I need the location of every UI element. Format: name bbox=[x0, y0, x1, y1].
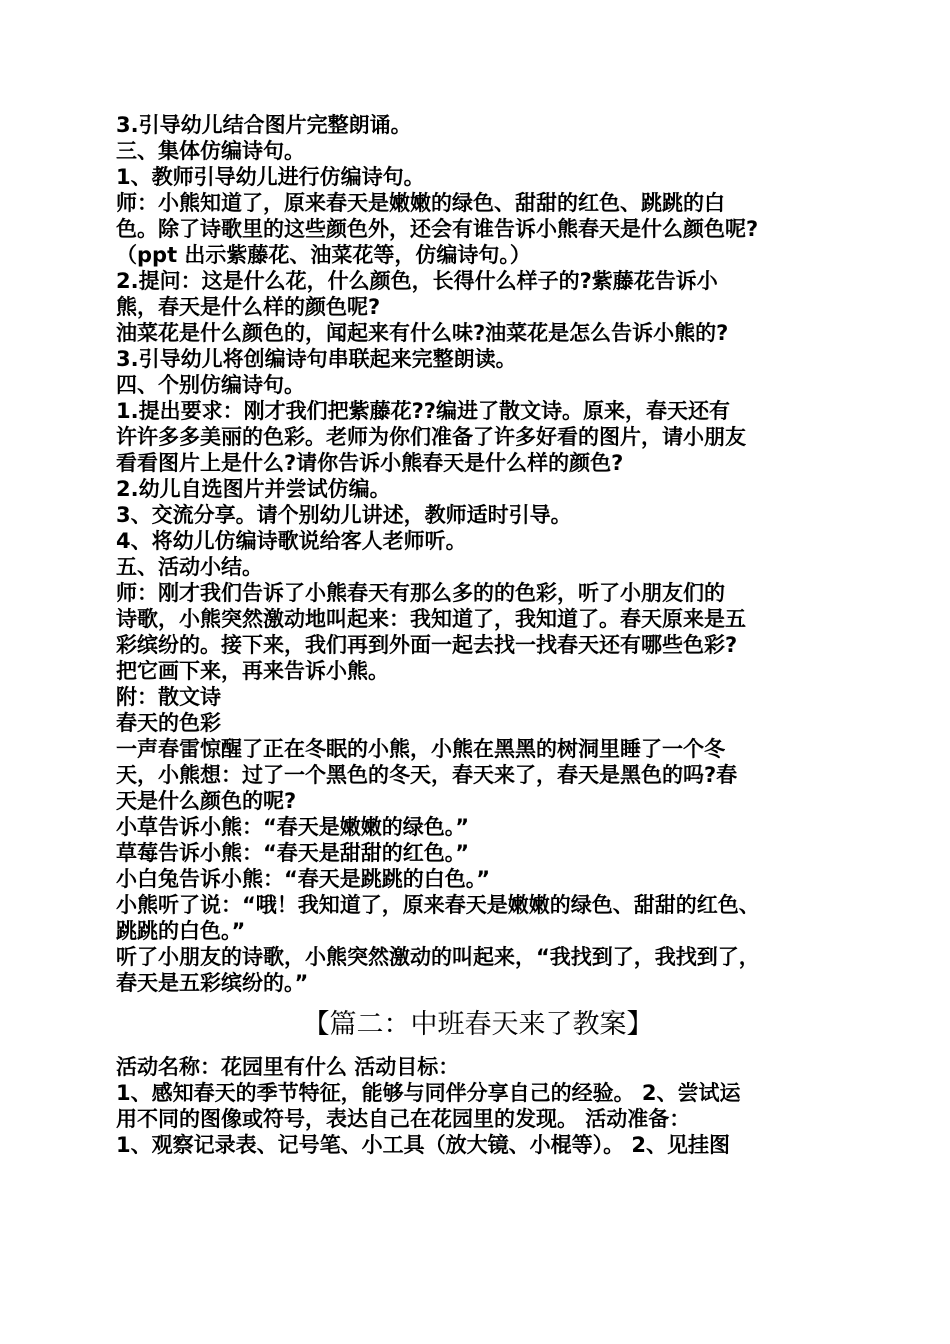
text-line: 五、活动小结。 bbox=[116, 555, 263, 579]
text-line: 天是什么颜色的呢? bbox=[116, 789, 297, 813]
text-line: 1、感知春天的季节特征，能够与同伴分享自己的经验。 2、尝试运 bbox=[116, 1081, 741, 1105]
text-line: 3、交流分享。请个别幼儿讲述，教师适时引导。 bbox=[116, 503, 572, 527]
text-line: 2.幼儿自选图片并尝试仿编。 bbox=[116, 477, 391, 501]
text-line: 三、集体仿编诗句。 bbox=[116, 139, 305, 163]
text-line: 熊，春天是什么样的颜色呢? bbox=[116, 295, 381, 319]
text-line: 诗歌，小熊突然激动地叫起来：我知道了，我知道了。春天原来是五 bbox=[116, 607, 746, 631]
document-body bbox=[116, 112, 840, 1158]
text-line: 彩缤纷的。接下来，我们再到外面一起去找一找春天还有哪些色彩? bbox=[116, 633, 738, 657]
text-line: 春天的色彩 bbox=[116, 711, 221, 735]
text-line: 许许多多美丽的色彩。老师为你们准备了许多好看的图片，请小朋友 bbox=[116, 425, 746, 449]
body-part-2 bbox=[116, 1054, 840, 1158]
text-line: 草莓告诉小熊：“春天是甜甜的红色。” bbox=[116, 841, 470, 865]
section-heading: 【篇二：中班春天来了教案】 bbox=[302, 1009, 654, 1040]
text-line: 春天是五彩缤纷的。” bbox=[116, 971, 309, 995]
text-line: 四、个别仿编诗句。 bbox=[116, 373, 305, 397]
text-line: 活动名称：花园里有什么 活动目标： bbox=[116, 1055, 460, 1079]
text-line: 把它画下来，再来告诉小熊。 bbox=[116, 659, 389, 683]
text-line: （ppt 出示紫藤花、油菜花等，仿编诗句。） bbox=[116, 243, 531, 267]
text-line: 师：小熊知道了，原来春天是嫩嫩的绿色、甜甜的红色、跳跳的白 bbox=[116, 191, 725, 215]
body-part-1 bbox=[116, 112, 840, 996]
text-line: 附：散文诗 bbox=[116, 685, 221, 709]
text-line: 看看图片上是什么?请你告诉小熊春天是什么样的颜色? bbox=[116, 451, 624, 475]
text-line: 3.引导幼儿结合图片完整朗诵。 bbox=[116, 113, 412, 137]
text-line: 1.提出要求：刚才我们把紫藤花??编进了散文诗。原来，春天还有 bbox=[116, 399, 730, 423]
text-line: 师：刚才我们告诉了小熊春天有那么多的的色彩，听了小朋友们的 bbox=[116, 581, 725, 605]
text-line: 油菜花是什么颜色的，闻起来有什么味?油菜花是怎么告诉小熊的? bbox=[116, 321, 729, 345]
text-line: 一声春雷惊醒了正在冬眠的小熊，小熊在黑黑的树洞里睡了一个冬 bbox=[116, 737, 725, 761]
text-line: 跳跳的白色。” bbox=[116, 919, 246, 943]
text-line: 1、教师引导幼儿进行仿编诗句。 bbox=[116, 165, 425, 189]
text-line: 用不同的图像或符号，表达自己在花园里的发现。 活动准备： bbox=[116, 1107, 691, 1131]
text-line: 小白兔告诉小熊：“春天是跳跳的白色。” bbox=[116, 867, 491, 891]
text-line: 小草告诉小熊：“春天是嫩嫩的绿色。” bbox=[116, 815, 470, 839]
text-line: 色。除了诗歌里的这些颜色外，还会有谁告诉小熊春天是什么颜色呢? bbox=[116, 217, 759, 241]
text-line: 小熊听了说：“哦！我知道了，原来春天是嫩嫩的绿色、甜甜的红色、 bbox=[116, 893, 760, 917]
text-line: 1、观察记录表、记号笔、小工具（放大镜、小棍等）。 2、见挂图 bbox=[116, 1133, 731, 1157]
text-line: 2.提问：这是什么花，什么颜色，长得什么样子的?紫藤花告诉小 bbox=[116, 269, 718, 293]
text-line: 3.引导幼儿将创编诗句串联起来完整朗读。 bbox=[116, 347, 517, 371]
text-line: 天，小熊想：过了一个黑色的冬天，春天来了，春天是黑色的吗?春 bbox=[116, 763, 738, 787]
text-line: 听了小朋友的诗歌，小熊突然激动的叫起来，“我找到了，我找到了， bbox=[116, 945, 760, 969]
text-line: 4、将幼儿仿编诗歌说给客人老师听。 bbox=[116, 529, 467, 553]
